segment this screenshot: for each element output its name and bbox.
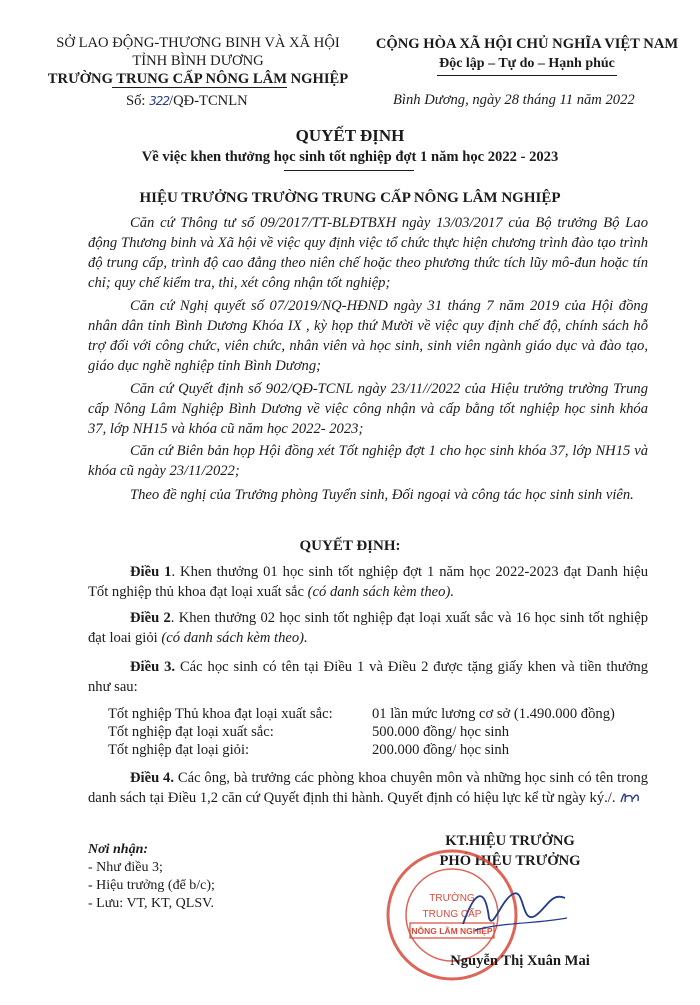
subtitle-underline bbox=[284, 170, 414, 171]
country-name: CỘNG HÒA XÃ HỘI CHỦ NGHĨA VIỆT NAM bbox=[375, 36, 679, 52]
reward-category: Tốt nghiệp Thủ khoa đạt loại xuất sắc: bbox=[108, 706, 333, 722]
signature-scribble bbox=[455, 880, 575, 940]
reward-category: Tốt nghiệp đạt loại xuất sắc: bbox=[108, 724, 274, 740]
legal-basis: Căn cứ Nghị quyết số 07/2019/NQ-HĐND ngày 31 tháng 7 năm 2019 của Hội đồng nhân dân tỉnh Bình Dương Khóa IX , kỳ họp thứ Mười về việc quy định chế độ, chính sách hỗ trợ đối với công chức, viên chức, nhân viên và học sinh, sinh viên ngành giáo dục và đào tạo, giáo dục nghề nghiệp tỉnh Bình Dương; bbox=[88, 298, 648, 374]
article-label: Điều 3. bbox=[130, 659, 176, 675]
issuing-authority: HIỆU TRƯỞNG TRƯỜNG TRUNG CẤP NÔNG LÂM NGHIỆP bbox=[139, 190, 561, 206]
article-note: (có danh sách kèm theo). bbox=[307, 584, 454, 600]
stamp-text-3: NÔNG LÂM NGHIỆP bbox=[411, 926, 493, 936]
motto: Độc lập – Tự do – Hạnh phúc bbox=[439, 56, 615, 71]
article-note: (có danh sách kèm theo). bbox=[161, 630, 308, 646]
article-label: Điều 1 bbox=[130, 564, 172, 580]
legal-basis: Căn cứ Biên bản họp Hội đồng xét Tốt nghiệp đợt 1 cho học sinh khóa 37, lớp NH15 và khóa cũ ngày 23/11/2022; bbox=[88, 443, 648, 479]
recipients-heading: Nơi nhận: bbox=[88, 842, 149, 857]
province-line: TỈNH BÌNH DƯƠNG bbox=[132, 53, 264, 69]
document-title: QUYẾT ĐỊNH bbox=[295, 126, 405, 145]
header-right-underline bbox=[437, 75, 617, 76]
document-number bbox=[126, 93, 248, 110]
header-left-underline bbox=[112, 87, 287, 88]
national-header bbox=[362, 34, 692, 74]
school-name: TRƯỜNG TRUNG CẤP NÔNG LÂM NGHIỆP bbox=[47, 71, 349, 87]
recipient-item: - Hiệu trưởng (để b/c); bbox=[88, 878, 215, 893]
reward-category: Tốt nghiệp đạt loại giỏi: bbox=[108, 742, 250, 758]
legal-basis: Theo đề nghị của Trưởng phòng Tuyển sinh, Đối ngoại và công tác học sinh sinh viên. bbox=[130, 487, 634, 503]
number-suffix: /QĐ-TCNLN bbox=[169, 93, 248, 109]
article-text: Khen thưởng 01 học sinh tốt nghiệp đợt 1 năm học 2022-2023 đạt Danh hiệu Tốt nghiệp thủ khoa đạt loại xuất sắc bbox=[88, 564, 648, 600]
article-4 bbox=[88, 768, 648, 808]
signer-role-1: KT.HIỆU TRƯỞNG bbox=[445, 833, 575, 849]
number-prefix: Số: bbox=[126, 93, 146, 109]
reward-amount: 500.000 đồng/ học sinh bbox=[372, 724, 510, 740]
article-label: Điều 2 bbox=[130, 610, 171, 626]
article-text: Các học sinh có tên tại Điều 1 và Điều 2 được tặng giấy khen và tiền thưởng như sau: bbox=[88, 659, 648, 695]
legal-basis: Căn cứ Quyết định số 902/QĐ-TCNL ngày 23/11//2022 của Hiệu trưởng trường Trung cấp Nông Lâm Nghiệp Bình Dương về việc công nhận và cấp bằng tốt nghiệp học sinh khóa 37, lớp NH15 và khóa cũ năm học 2022- 2023; bbox=[88, 381, 648, 437]
recipient-item: - Lưu: VT, KT, QLSV. bbox=[88, 896, 214, 911]
recipients-block bbox=[88, 841, 215, 913]
article-text: Khen thưởng 02 học sinh tốt nghiệp đạt loại xuất sắc và 16 học sinh tốt nghiệp đạt loai giỏi bbox=[88, 610, 648, 646]
signer-role-2: PHÓ HIỆU TRƯỞNG bbox=[439, 853, 581, 869]
decision-heading: QUYẾT ĐỊNH: bbox=[299, 538, 401, 554]
stamp-text-1: TRƯỜNG bbox=[429, 893, 475, 904]
article-text: Các ông, bà trưởng các phòng khoa chuyên môn và những học sinh có tên trong danh sách tại Điều 1,2 căn cứ Quyết định thi hành. Quyết định có hiệu lực kể từ ngày ký./. bbox=[88, 770, 648, 806]
legal-basis: Căn cứ Thông tư số 09/2017/TT-BLĐTBXH ngày 13/03/2017 của Bộ trưởng Bộ Lao động Thương binh và Xã hội về việc quy định việc tổ chức thực hiện chương trình đào tạo trình độ trung cấp, trình độ cao đẳng theo niên chế hoặc theo phương thức tích lũy mô-đun hoặc tín chỉ; quy chế kiểm tra, thi, xét công nhận tốt nghiệp; bbox=[88, 215, 648, 291]
document-subtitle: Về việc khen thưởng học sinh tốt nghiệp đợt 1 năm học 2022 - 2023 bbox=[141, 149, 559, 165]
article-sep: . bbox=[170, 610, 175, 626]
initials-mark bbox=[619, 790, 641, 804]
reward-amount: 01 lần mức lương cơ sở (1.490.000 đồng) bbox=[372, 706, 615, 722]
number-handwritten: 322 bbox=[149, 94, 170, 108]
signer-name: Nguyễn Thị Xuân Mai bbox=[450, 953, 590, 969]
ministry-line: SỞ LAO ĐỘNG-THƯƠNG BINH VÀ XÃ HỘI bbox=[56, 35, 340, 51]
stamp-text-2: TRUNG CẤP bbox=[422, 909, 482, 920]
article-sep: . bbox=[171, 564, 176, 580]
issue-date: Bình Dương, ngày 28 tháng 11 năm 2022 bbox=[393, 92, 635, 108]
article-1 bbox=[88, 562, 648, 602]
article-label: Điều 4. bbox=[130, 770, 174, 786]
reward-amount: 200.000 đồng/ học sinh bbox=[372, 742, 510, 758]
article-2 bbox=[88, 608, 648, 648]
article-3 bbox=[88, 657, 648, 697]
recipient-item: - Như điều 3; bbox=[88, 860, 163, 875]
agency-header bbox=[28, 34, 368, 88]
